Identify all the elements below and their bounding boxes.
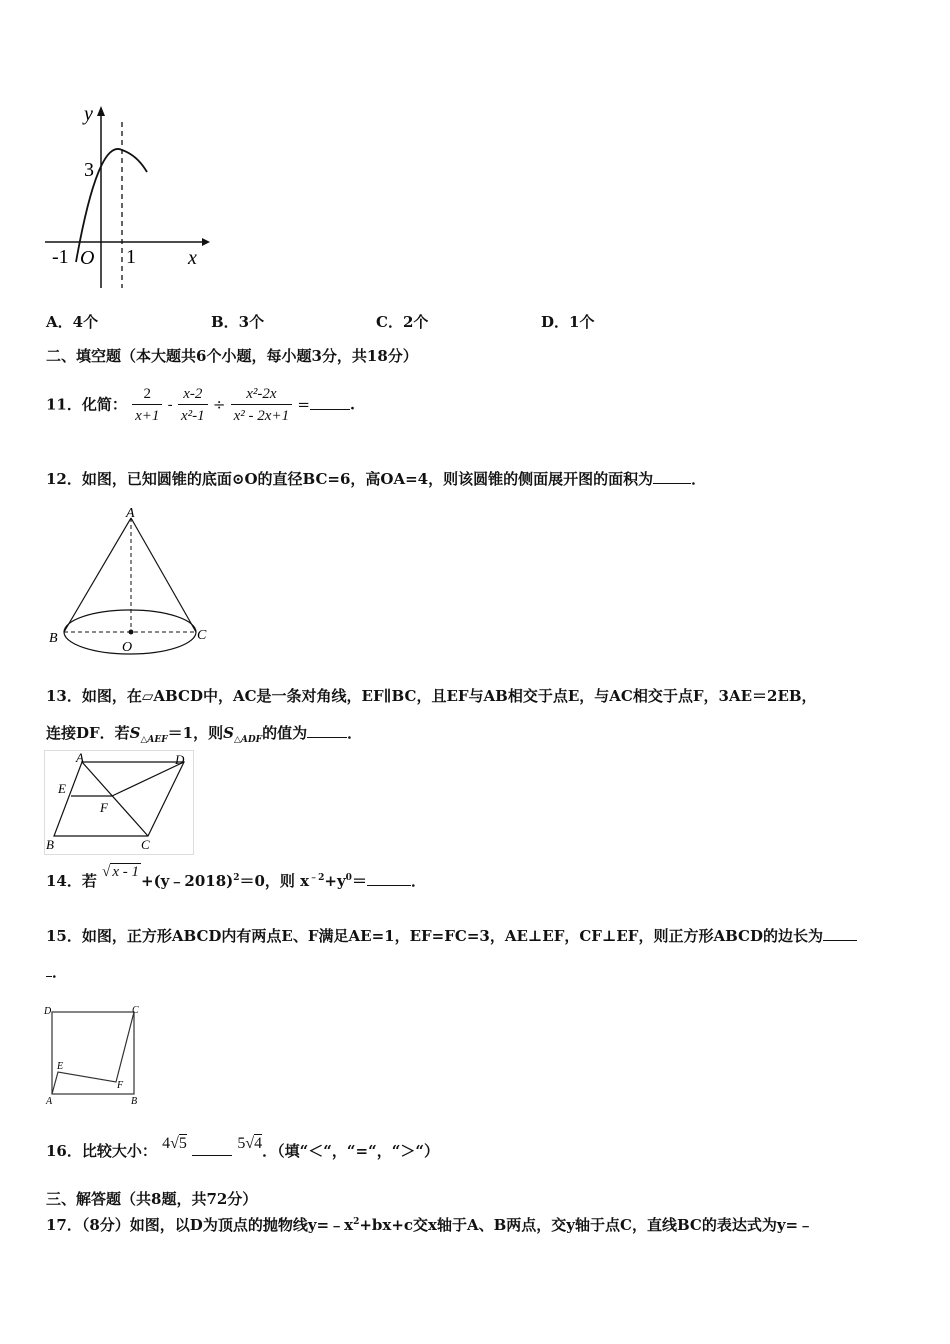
- q13-line2: [46, 722, 362, 745]
- label-a: A: [46, 1096, 53, 1107]
- fraction-3: [231, 384, 292, 427]
- q13-line2-b: ＝1，则: [167, 724, 224, 742]
- label-b: B: [131, 1096, 138, 1107]
- q13-parallelogram-figure: [44, 750, 194, 855]
- y-axis-arrow-icon: [97, 106, 105, 116]
- option-b: B．3个: [211, 313, 265, 331]
- f3-denominator: x² - 2x+1: [233, 408, 290, 424]
- q11-end: .: [349, 395, 356, 414]
- label-e: E: [58, 781, 66, 796]
- segment-df: [112, 762, 184, 796]
- f2-denominator: x²-1: [180, 408, 205, 424]
- y-intercept-label: 3: [84, 159, 94, 181]
- label-f: F: [100, 800, 108, 815]
- cone-right-side: [131, 518, 196, 632]
- q16: [46, 1135, 439, 1161]
- answer-blank[interactable]: [310, 395, 350, 410]
- q15-text: 15．如图，正方形ABCD内有两点E、F满足AE=1，EF=FC=3，AE⊥EF，CF⊥EF，则正方形ABCD的边长为: [46, 927, 823, 945]
- answer-blank[interactable]: [367, 871, 411, 886]
- fraction-1: [132, 384, 162, 427]
- base-ellipse-back: [64, 610, 196, 632]
- q14-prefix: 14．若: [46, 872, 97, 890]
- label-f: F: [117, 1080, 124, 1091]
- q16-prefix: 16．比较大小：: [46, 1142, 157, 1160]
- sqrt-expression: [102, 864, 141, 881]
- q14-mid: +(y﹣2018): [141, 872, 234, 890]
- label-e: E: [57, 1061, 64, 1072]
- q11-prefix: 11．化简：: [46, 395, 127, 414]
- center-point: [129, 630, 134, 635]
- label-c: C: [132, 1005, 139, 1016]
- answer-blank-part1[interactable]: [823, 926, 857, 941]
- q15: [46, 925, 857, 946]
- diagonal-ac: [82, 762, 148, 836]
- f1-numerator: 2: [132, 384, 162, 405]
- q14: 14．若 √ x - 1 +(y﹣2018)$^2$＝0，则 $x^{﹣2}+y^0=$ ．: [46, 864, 426, 890]
- neg-one-label: -1: [52, 246, 69, 268]
- radical-icon: √: [102, 864, 111, 880]
- q15-square-figure: [42, 1000, 152, 1110]
- label-c: C: [197, 628, 207, 643]
- label-d: D: [44, 1006, 52, 1017]
- f1-denominator: x+1: [135, 408, 160, 424]
- section2-title: 二、填空题（本大题共6个小题，每小题3分，共18分）: [46, 347, 418, 365]
- area-adf: $S_{\triangle ADF}$: [223, 724, 263, 745]
- q12: [46, 468, 706, 489]
- q12-end: ．: [691, 470, 707, 488]
- label-d: D: [175, 752, 185, 767]
- q15-cont: ．: [46, 961, 67, 982]
- q16-suffix: ．（填“＜“，“=“，“＞“）: [262, 1142, 439, 1160]
- radical-icon: √: [245, 1135, 255, 1152]
- q13-line1: 13．如图，在▱ABCD中，AC是一条对角线，EF∥BC，且EF与AB相交于点E，与AC相交于点F，3AE＝2EB，: [46, 687, 817, 705]
- q17-text: 17．（8分）如图，以D为顶点的抛物线y=﹣x: [46, 1216, 354, 1234]
- label-o: O: [122, 640, 133, 655]
- minus-sign: -: [167, 395, 173, 414]
- radicand: x - 1: [112, 864, 139, 880]
- section3-title: 三、解答题（共8题，共72分）: [46, 1190, 258, 1208]
- answer-blank[interactable]: [307, 723, 347, 738]
- label-b: B: [49, 631, 58, 646]
- f3-numerator: x²-2x: [231, 384, 292, 405]
- label-c: C: [141, 837, 150, 852]
- equals-sign: =: [297, 395, 310, 414]
- value-1: 4√5: [162, 1135, 187, 1152]
- y-label: y: [84, 103, 93, 125]
- q10-parabola-graph: [40, 100, 220, 295]
- q12-text: 12．如图，已知圆锥的底面⊙O的直径BC=6，高OA=4，则该圆锥的侧面展开图的面积为: [46, 470, 654, 488]
- one-label: 1: [126, 246, 136, 268]
- radical-icon: √: [170, 1135, 179, 1152]
- value-2: 5√4: [237, 1135, 263, 1152]
- q17-text2: +bx+c交x轴于A、B两点，交y轴于点C，直线BC的表达式为y=﹣: [359, 1216, 814, 1234]
- x-label: x: [188, 247, 197, 269]
- q12-cone-figure: [44, 500, 220, 660]
- f2-numerator: x-2: [178, 384, 208, 405]
- q13-line2-c: 的值为: [262, 724, 308, 742]
- label-a: A: [76, 750, 84, 765]
- q13-line2-a: 连接DF．若: [46, 724, 130, 742]
- x-axis-arrow-icon: [202, 238, 210, 246]
- q17: 17．（8分）如图，以D为顶点的抛物线$y=﹣x^2+bx+c$交x轴于A、B两点，交y轴于点C，直线BC的表达式为y=﹣: [46, 1216, 814, 1234]
- answer-blank[interactable]: [653, 469, 691, 484]
- option-a: A．4个: [46, 313, 99, 331]
- answer-blank[interactable]: [192, 1141, 232, 1156]
- label-b: B: [46, 837, 54, 852]
- label-a: A: [126, 506, 135, 521]
- option-d: D．1个: [541, 313, 595, 331]
- q11: [46, 384, 355, 427]
- q13-end: ．: [347, 724, 363, 742]
- cone-left-side: [64, 518, 131, 632]
- divide-sign: ÷: [212, 395, 226, 414]
- fraction-2: [178, 384, 208, 427]
- option-c: C．2个: [376, 313, 429, 331]
- parallelogram-abcd: [54, 762, 184, 836]
- area-aef: $S_{\triangle AEF}$: [129, 724, 168, 745]
- origin-label: O: [80, 247, 95, 269]
